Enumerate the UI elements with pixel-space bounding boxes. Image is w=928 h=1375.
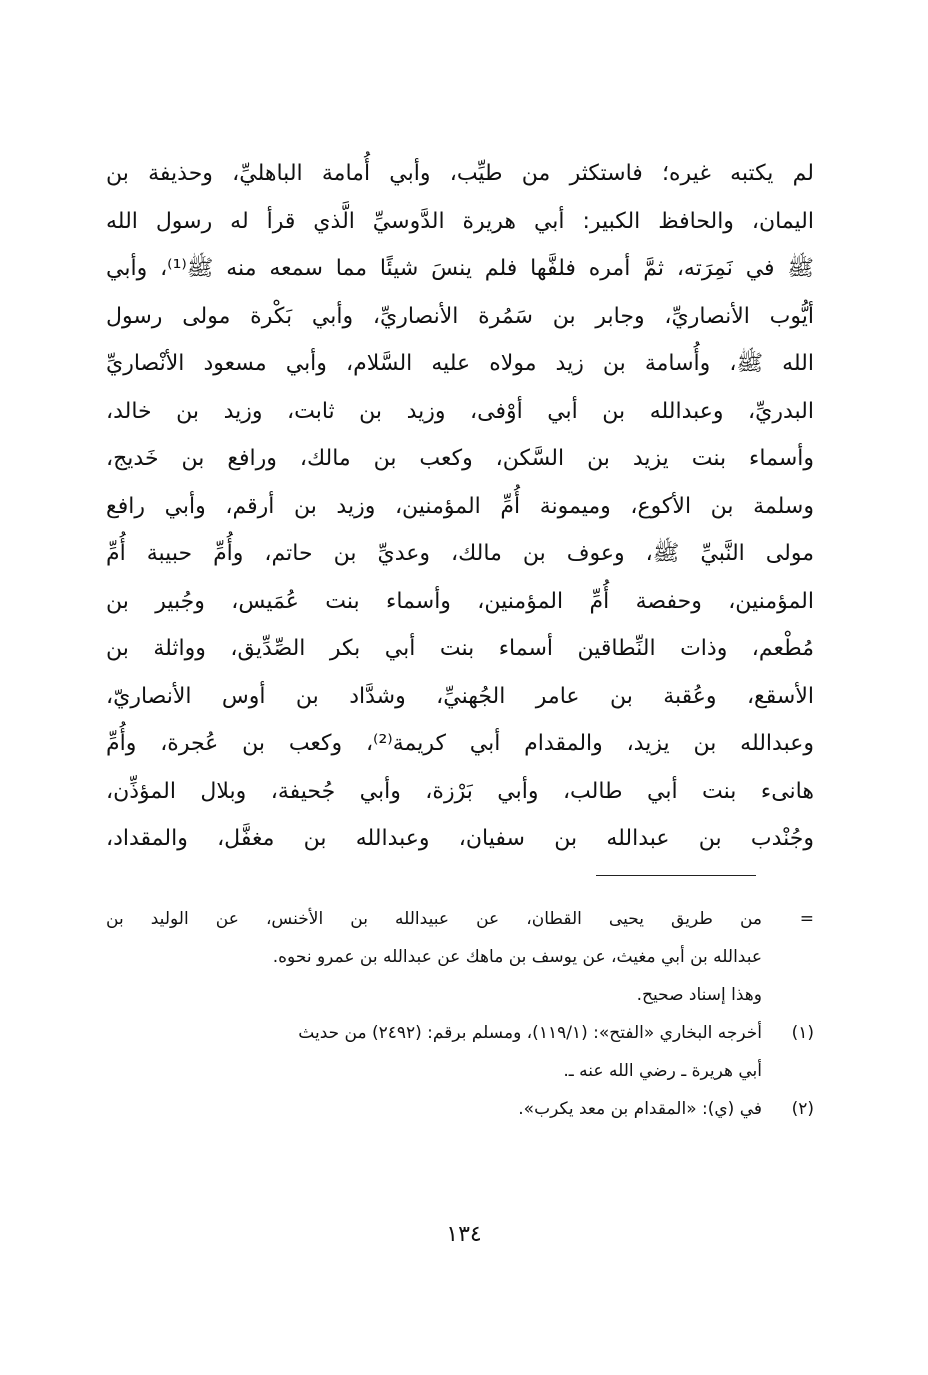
text-line: وعبدالله بن يزيد، والمقدام أبي كريمة⁽²⁾، وكعب بن عُجرة، وأُمِّ (106, 731, 814, 756)
footnote-separator (596, 875, 756, 876)
footnote-line: أخرجه البخاري «الفتح»: (١١٩/١)، ومسلم برقم: (٢٤٩٢) من حديث (298, 1023, 762, 1043)
text-line: وجُنْدب بن عبدالله بن سفيان، وعبدالله بن مغفَّل، والمقداد، (106, 826, 814, 851)
text-line: مُطْعم، وذات النِّطاقين أسماء بنت أبي بكر الصِّدِّيق، وواثلة بن (106, 636, 814, 661)
text-line: لم يكتبه غيره؛ فاستكثر من طيِّب، وأبي أُمامة الباهليِّ، وحذيفة بن (106, 161, 814, 186)
text-line: وسلمة بن الأكوع، وميمونة أُمِّ المؤمنين، وزيد بن أرقم، وأبي رافع (106, 493, 814, 519)
footnote-1 (106, 1014, 814, 1090)
text-line: هانىء بنت أبي طالب، وأبي بَرْزة، وأبي جُحيفة، وبلال المؤذِّن، (106, 778, 814, 804)
footnote-continuation (106, 900, 814, 1014)
text-line: ﷺ في نَمِرَته، ثمَّ أمره فلفَّها فلم ينسَ شيئًا مما سمعه منه ﷺ⁽¹⁾، وأبي (106, 256, 814, 281)
footnote-line: أبي هريرة ـ رضي الله عنه ـ. (563, 1061, 762, 1081)
footnote-marker: (٢) (791, 1099, 814, 1119)
text-line: الله ﷺ، وأُسامة بن زيد مولاه عليه السَّلام، وأبي مسعود الأنْصاريِّ (106, 351, 814, 376)
text-line: المؤمنين، وحفصة أُمِّ المؤمنين، وأسماء بنت عُمَيس، وجُبير بن (106, 588, 814, 614)
text-line: أيُّوب الأنصاريِّ، وجابر بن سَمُرة الأنصاريِّ، وأبي بَكْرة مولى رسول (106, 303, 814, 329)
text-line: الأسقع، وعُقبة بن عامر الجُهنيِّ، وشدَّاد بن أوس الأنصاريّ، (106, 683, 814, 709)
footnote-line: من طريق يحيى القطان، عن عبيدالله بن الأخنس، عن الوليد بن (106, 909, 762, 929)
footnote-marker: (١) (791, 1023, 814, 1043)
text-line: وأسماء بنت يزيد بن السَّكن، وكعب بن مالك، ورافع بن خَديج، (106, 446, 814, 471)
text-line: البدريِّ، وعبدالله بن أبي أوْفى، وزيد بن ثابت، وزيد بن خالد، (106, 398, 814, 424)
main-text (106, 150, 814, 863)
footnote-2 (106, 1090, 814, 1128)
footnotes (106, 900, 814, 1128)
text-line: اليمان، والحافظ الكبير: أبي هريرة الدَّوسيِّ الَّذي قرأ له رسول الله (106, 208, 814, 234)
footnote-marker: = (799, 909, 814, 929)
page-number: ١٣٤ (446, 1222, 482, 1247)
footnote-line: وهذا إسناد صحيح. (636, 985, 762, 1005)
footnote-line: في (ي): «المقدام بن معد يكرب». (518, 1099, 762, 1119)
footnote-line: عبدالله بن أبي مغيث، عن يوسف بن ماهك عن عبدالله بن عمرو نحوه. (272, 947, 762, 967)
text-line: مولى النَّبيِّ ﷺ، وعوف بن مالك، وعديِّ بن حاتم، وأُمِّ حبيبة أُمِّ (106, 541, 814, 566)
